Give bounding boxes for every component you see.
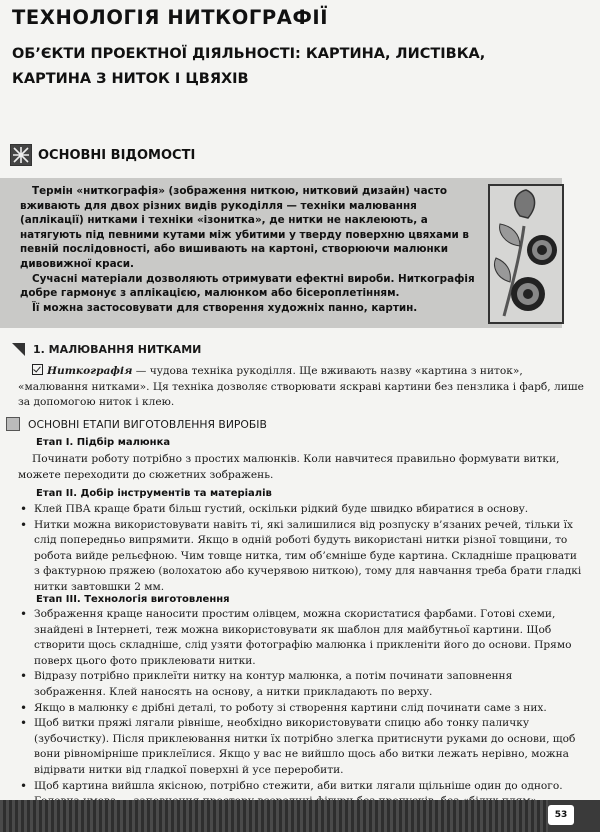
footer-band <box>0 800 548 832</box>
list-item: • Відразу потрібно приклеїти нитку на контур малюнка, а потім починати заповнення зображення. Клей наносять на основу, а нитки прикладають по верху. <box>18 669 584 700</box>
thread-art-illustration <box>488 184 564 324</box>
info-paragraph: Її можна застосовувати для створення художніх панно, картин. <box>32 301 418 314</box>
page-subtitle <box>12 42 485 92</box>
intro-text: — чудова техніка рукоділля. Ще вживають назву «картина з ниток», «малювання нитками». Ця техніка дозволяє створювати яскраві картини без пензлика і фарб, лише за допомогою ниток і клею. <box>18 365 584 409</box>
etap1-text <box>18 452 584 483</box>
cross-icon <box>10 144 32 166</box>
subsection-label: 1. МАЛЮВАННЯ НИТКАМИ <box>33 343 202 356</box>
intro-term: Ниткографія <box>47 365 133 377</box>
list-item: • Якщо в малюнку є дрібні деталі, то роботу зі створення картини слід починати саме з них. <box>18 701 584 717</box>
etap2-list <box>18 502 584 596</box>
etap-paragraph: Починати роботу потрібно з простих малюнків. Коли навчитеся правильно формувати витки, можете переходити до сюжетних зображень. <box>18 453 560 481</box>
info-paragraph: Термін «ниткографія» (зображення ниткою, нитковий дизайн) часто вживають для двох різних видів рукоділля — техніки малювання (аплікації) нитками і техніки «ізонитка», де нитки не наклеюють, а натягують під певними кутами між убитими у тверду поверхню цвяхами в певній послідовності, або вишивають на картоні, створюючи малюнки дивовижної краси. <box>20 185 469 270</box>
info-paragraph: Сучасні матеріали дозволяють отримувати ефектні вироби. Ниткографія добре гармонує з аплікацією, малюнком або бісероплетінням. <box>20 272 475 300</box>
subtitle-line: КАРТИНА З НИТОК І ЦВЯХІВ <box>12 71 249 87</box>
stages-heading <box>6 417 267 431</box>
page-footer <box>0 800 600 832</box>
list-item: • Зображення краще наносити простим олівцем, можна скористатися фарбами. Готові схеми, знайдені в Інтернеті, теж можна використовувати як шаблон для майбутньої картини. Щоб створити щось складніше, слід узяти фотографію малюнка і прикленіти його до основи. Прямо поверх цього фото приклеювати нитки. <box>18 607 584 669</box>
etap-title: Етап І. Підбір малюнка <box>36 437 171 448</box>
etap-title: Етап ІІІ. Технологія виготовлення <box>36 594 230 605</box>
page-number: 53 <box>548 805 574 825</box>
etap-title: Етап ІІ. Добір інструментів та матеріалів <box>36 488 272 499</box>
list-item: • Нитки можна використовувати навіть ті, які залишилися від розпуску в’язаних речей, тільки їх слід попередньо випрямити. Якщо в одній роботі будуть використані нитки різної товщини, то робота вийде рельєфною. Чим товще нитка, тим об’ємніше буде картина. Складніше працювати з фактурною пряжею (волохатою або кучерявою ниткою), тому для навчання треба брати гладкі нитки завтовшки 2 мм. <box>18 518 584 596</box>
section-label: ОСНОВНІ ВІДОМОСТІ <box>38 147 196 163</box>
intro-paragraph <box>18 363 584 411</box>
stages-label: ОСНОВНІ ЕТАПИ ВИГОТОВЛЕННЯ ВИРОБІВ <box>28 417 267 431</box>
checkbox-icon <box>32 364 43 375</box>
etap3-list <box>18 607 584 810</box>
section-heading <box>10 144 195 166</box>
subsection-heading <box>12 343 201 356</box>
page-title: ТЕХНОЛОГІЯ НИТКОГРАФІЇ <box>12 6 329 29</box>
info-box <box>0 178 562 328</box>
subtitle-line: ОБ’ЄКТИ ПРОЕКТНОЇ ДІЯЛЬНОСТІ: КАРТИНА, ЛИСТІВКА, <box>12 46 486 62</box>
list-item: • Щоб витки пряжі лягали рівніше, необхідно використовувати спицю або тонку паличку (зубочистку). Після приклеювання нитки їх потрібно злегка притиснути руками до основи, щоб вони рівномірніше приклеїлися. Якщо у вас не вийшло щось або витки лежать нерівно, можна відірвати нитки від гладкої поверхні й усе переробити. <box>18 716 584 778</box>
triangle-marker-icon <box>12 343 25 356</box>
list-item: • Клей ПВА краще брати більш густий, оскільки рідкий буде швидко вбиратися в основу. <box>18 502 584 518</box>
document-icon <box>6 417 20 431</box>
list-item: • Щоб картина вийшла якісною, потрібно стежити, аби витки лягали щільніше один до одного. <box>18 779 584 810</box>
info-text <box>20 184 480 315</box>
